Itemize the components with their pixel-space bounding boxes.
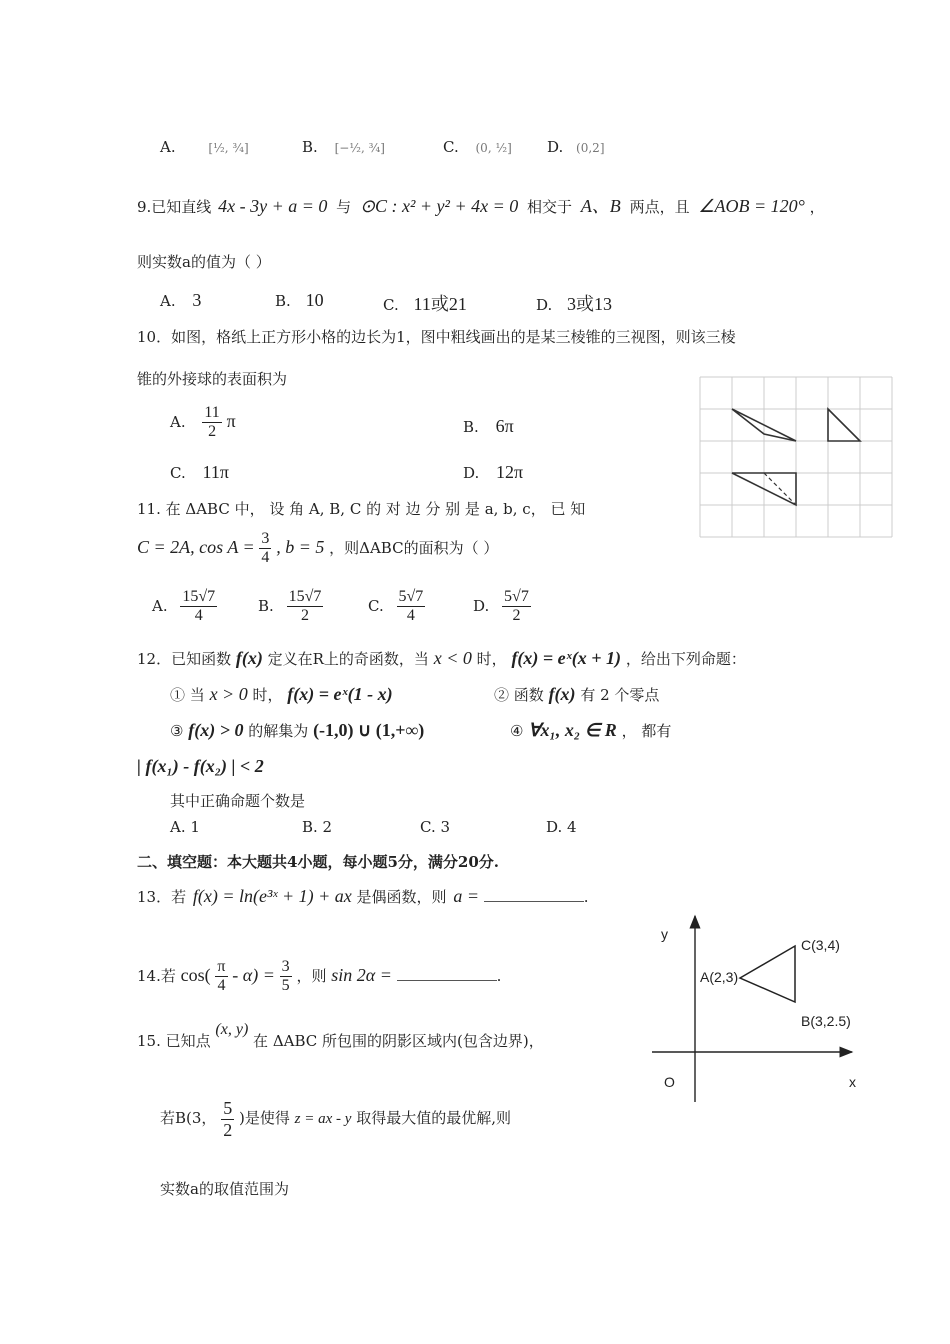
q11-stem-line1: 11. 在 ΔABC 中， 设 角 A, B, C 的 对 边 分 别 是 a, b, c， 已 知 (137, 500, 586, 518)
q8-option-a-value: [½, ¾] (208, 141, 249, 155)
q10-stem-line1: 10．如图，格纸上正方形小格的边长为1，图中粗线画出的是某三棱锥的三视图，则该三棱 (137, 328, 736, 346)
point-c-label: C(3,4) (801, 937, 840, 953)
q9-angle: ∠AOB = 120° (698, 196, 805, 216)
q10-stem-line2: 锥的外接球的表面积为 (137, 370, 288, 388)
q8-option-d: D. (0,2] (547, 138, 605, 156)
point-b-label: B(3,2.5) (801, 1013, 851, 1029)
q8-option-c-value: (0, ½] (475, 141, 512, 155)
y-axis-label: y (661, 926, 668, 942)
q9-stem: 9.已知直线 4x - 3y + a = 0 与 ⊙C : x² + y² + 4x = 0 相交于 A、B 两点，且 ∠AOB = 120° ， (137, 196, 825, 216)
q10-option-a: A. $\frac{11}{2}$ π (170, 404, 236, 441)
q9-option-a: A. 3 (160, 290, 202, 310)
origin-label: O (664, 1074, 675, 1090)
q12-option-a: A. 1 (170, 818, 200, 836)
q11-condition: C = 2A, cos A = $\frac{3}{4}$ , b = 5 ，则ΔABC的面积为（ ） (137, 530, 499, 567)
q12-proposition-1: ① 当 x > 0 时， f(x) = eˣ(1 - x) (170, 684, 393, 704)
q10-option-d: D. 12π (463, 462, 524, 482)
q8-option-b-value: [−½, ¾] (334, 141, 385, 155)
q13-stem: 13．若 f(x) = ln(e³ˣ + 1) + ax 是偶函数，则 a = . (137, 886, 589, 906)
q9-option-d: D. 3或13 (536, 294, 613, 314)
q12-proposition-4: ④ ∀x₁, x₂ ∈ R ， 都有 (510, 720, 672, 740)
q9-line-equation: 4x - 3y + a = 0 (218, 196, 328, 216)
q12-proposition-2: ② 函数 f(x) 有 2 个零点 (494, 684, 660, 704)
q11-option-a: A. $\frac{15√7}{4}$ (152, 588, 216, 625)
q10-option-c: C. 11π (170, 462, 229, 482)
side-view (828, 409, 860, 441)
q12-proposition-3: ③ f(x) > 0 的解集为 (-1,0) ∪ (1,+∞) (170, 720, 425, 740)
q12-option-d: D. 4 (546, 818, 577, 836)
q12-option-c: C. 3 (420, 818, 451, 836)
q13-function: f(x) = ln(e³ˣ + 1) + ax (192, 886, 352, 906)
q8-option-a: A. [½, ¾] (160, 138, 249, 156)
q13-answer-blank[interactable] (484, 887, 584, 902)
q9-points: A、B (580, 196, 621, 216)
q12-count-question: 其中正确命题个数是 (170, 792, 306, 810)
q12-option-b: B. 2 (302, 818, 333, 836)
x-axis-label: x (849, 1074, 856, 1090)
point-a-label: A(2,3) (700, 969, 739, 985)
q12-inequality: | f(x₁) - f(x₂) | < 2 (137, 756, 264, 776)
q9-question: 则实数a的值为（ ） (137, 253, 271, 271)
triangle-abc (740, 946, 795, 1002)
q11-option-d: D. $\frac{5√7}{2}$ (473, 588, 529, 625)
q9-option-b: B. 10 (275, 290, 324, 310)
q8-option-d-value: (0,2] (576, 141, 605, 155)
q9-option-c: C. 11或21 (383, 294, 467, 314)
q15-stem-line2: 若B(3， $\frac{5}{2}$ )是使得 z = ax - y 取得最大值的最优解,则 (160, 1098, 511, 1140)
q15-stem-line3: 实数a的取值范围为 (160, 1180, 289, 1198)
q11-option-b: B. $\frac{15√7}{2}$ (258, 588, 322, 625)
q9-circle-equation: ⊙C : x² + y² + 4x = 0 (359, 196, 519, 216)
q10-option-b: B. 6π (463, 416, 514, 436)
section-2-heading: 二、填空题：本大题共4小题，每小题5分，满分20分. (137, 853, 499, 871)
q14-answer-blank[interactable] (397, 966, 497, 981)
q8-option-b: B. [−½, ¾] (302, 138, 385, 156)
q12-stem: 12．已知函数 f(x) 定义在R上的奇函数，当 x < 0 时， f(x) = eˣ(x + 1) ，给出下列命题： (137, 648, 746, 668)
three-view-grid-figure (699, 376, 893, 538)
q15-stem-line1: 15. 已知点 (x, y) 在 ΔABC 所包围的阴影区域内(包含边界)， (137, 1021, 544, 1050)
q11-option-c: C. $\frac{5√7}{4}$ (368, 588, 424, 625)
q8-option-c: C. (0, ½] (443, 138, 512, 156)
q14-stem: 14.若 cos( $\frac{\pi}{4}$ - α) = $\frac{3}{5}$ ，则 sin 2α = . (137, 958, 502, 995)
